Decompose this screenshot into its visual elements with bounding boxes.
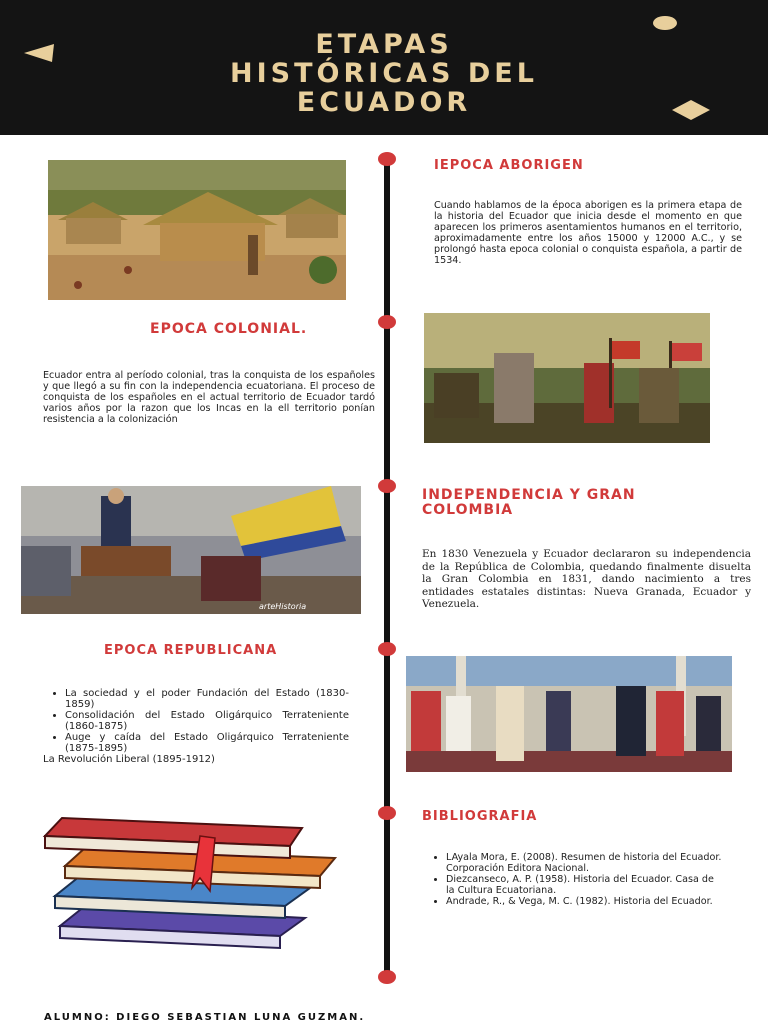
timeline-dot-end [378,970,396,984]
bibliografia-item: • Andrade, R., & Vega, M. C. (1982). Historia del Ecuador. [446,896,724,907]
timeline-dot-aborigen [378,152,396,166]
header-banner [0,0,768,135]
independencia-text: En 1830 Venezuela y Ecuador declararon su independencia de la República de Colombia, quedando finalmente disuelta la Gran Colombia en 1831, dando nacimiento a tres entidades estatales distintas: Nueva Granada, Ecuador y Venezuela. [422,548,751,610]
timeline-dot-colonial [378,315,396,329]
republicana-item: • La sociedad y el poder Fundación del Estado (1830-1859) [65,688,349,710]
title-line-2: HISTÓRICAS DEL [230,58,538,89]
timeline-dot-independencia [378,479,396,493]
republicana-assembly-image [406,656,732,772]
books-stack-image [40,806,340,956]
timeline-dot-republicana [378,642,396,656]
timeline-dot-bibliografia [378,806,396,820]
aborigen-text: Cuando hablamos de la época aborigen es la primera etapa de la historia del Ecuador que inicia desde el momento en que aparecen los primeros asentamientos humanos en el territorio, aproximadamente entre los años 15000 y 12000 A.C., y se prolongó hasta epoca colonial o conquista española, a partir de 1534. [434,200,742,266]
independencia-heading [422,488,636,518]
title-line-1: ETAPAS [315,29,453,60]
aborigen-village-image [48,160,346,300]
independencia-heading-line-1: INDEPENDENCIA Y GRAN [422,487,636,503]
aborigen-heading: IEPOCA ABORIGEN [434,158,584,173]
republicana-list [43,688,349,765]
title-line-3: ECUADOR [296,87,472,118]
bibliografia-item: • LAyala Mora, E. (2008). Resumen de historia del Ecuador. Corporación Editora Nacional. [446,852,724,874]
independencia-battle-image [21,486,361,614]
republicana-heading: EPOCA REPUBLICANA [104,643,278,658]
bibliografia-item: • Diezcanseco, A. P. (1958). Historia del Ecuador. Casa de la Cultura Ecuatoriana. [446,874,724,896]
timeline-line [384,158,390,980]
bibliografia-heading: BIBLIOGRAFIA [422,809,538,824]
page-title [0,30,768,117]
student-name: ALUMNO: DIEGO SEBASTIAN LUNA GUZMAN. [44,1012,366,1023]
independencia-heading-line-2: COLOMBIA [422,502,514,518]
image-watermark: arteHistoria [259,602,307,611]
republicana-extra: La Revolución Liberal (1895-1912) [43,754,215,765]
colonial-text: Ecuador entra al período colonial, tras la conquista de los españoles y que llegó a su fin con la independencia ecuatoriana. El proceso de conquista de los españoles en el actual territorio de Ecuador tardó varios años por la razon que los Incas en la ell territorio ponían resistencia a la colonización [43,370,375,425]
colonial-heading: EPOCA COLONIAL. [150,321,308,337]
colonial-painting-image [424,313,710,443]
republicana-item: • Auge y caída del Estado Oligárquico Terrateniente (1875-1895) [65,732,349,754]
bibliografia-list [424,852,724,907]
republicana-item: • Consolidación del Estado Oligárquico Terrateniente (1860-1875) [65,710,349,732]
